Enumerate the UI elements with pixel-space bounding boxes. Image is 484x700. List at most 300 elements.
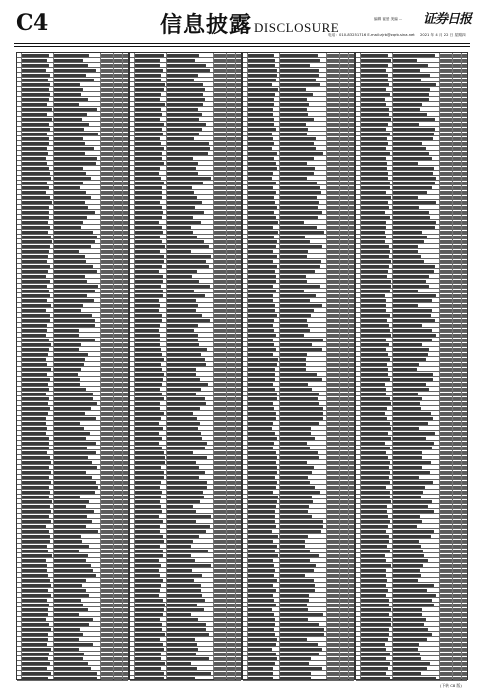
table-cell-amount (453, 456, 461, 459)
table-cell-flag (349, 353, 354, 356)
table-cell-type (214, 231, 226, 234)
table-cell-type (440, 108, 452, 111)
table-cell-flag (236, 108, 241, 111)
table-cell-code-name (135, 353, 162, 356)
table-cell-type (440, 88, 452, 91)
table-cell-code-name (361, 103, 386, 106)
table-cell-description (54, 186, 80, 189)
table-cell-flag (462, 589, 467, 592)
table-cell-description (54, 88, 83, 91)
table-cell-type (101, 481, 113, 484)
table-cell-type (440, 363, 452, 366)
table-cell-flag (123, 231, 128, 234)
table-cell-amount (340, 147, 348, 150)
table-cell-flag (349, 319, 354, 322)
table-cell-code-name (135, 618, 160, 621)
table-cell-type (101, 500, 113, 503)
table-cell-description (54, 353, 88, 356)
table-cell-description (167, 554, 191, 557)
table-cell-code-name (135, 550, 163, 553)
table-cell-flag (349, 442, 354, 445)
table-cell-amount (114, 554, 122, 557)
table-cell-amount (114, 451, 122, 454)
table-cell-flag (123, 290, 128, 293)
table-cell-flag (236, 412, 241, 415)
table-cell-amount (227, 525, 235, 528)
table-cell-type (101, 476, 113, 479)
table-cell-amount (340, 339, 348, 342)
table-cell-code-name (361, 662, 390, 665)
table-cell-description (54, 628, 80, 631)
table-cell-amount (227, 59, 235, 62)
table-cell-amount (114, 500, 122, 503)
table-cell-type (440, 157, 452, 160)
table-cell-type (327, 550, 339, 553)
table-cell-type (440, 437, 452, 440)
table-cell-amount (114, 604, 122, 607)
table-cell-amount (453, 280, 461, 283)
table-cell-description (54, 196, 91, 199)
table-cell-flag (123, 280, 128, 283)
table-cell-flag (236, 500, 241, 503)
table-cell-description (280, 417, 323, 420)
table-cell-amount (453, 93, 461, 96)
table-cell-amount (453, 79, 461, 82)
table-cell-description (167, 412, 193, 415)
header-rule (14, 43, 470, 44)
table-cell-amount (114, 677, 122, 680)
table-cell-description (280, 250, 308, 253)
table-cell-code-name (248, 147, 272, 150)
table-cell-code-name (22, 177, 51, 180)
table-cell-description (167, 59, 195, 62)
table-cell-description (393, 618, 426, 621)
table-cell-flag (462, 280, 467, 283)
table-cell-description (167, 206, 195, 209)
table-cell-amount (227, 245, 235, 248)
table-cell-amount (340, 191, 348, 194)
table-cell-flag (123, 648, 128, 651)
table-cell-description (167, 461, 196, 464)
table-cell-flag (123, 221, 128, 224)
table-cell-amount (114, 599, 122, 602)
table-cell-description (167, 648, 198, 651)
table-cell-flag (123, 471, 128, 474)
table-cell-code-name (361, 339, 386, 342)
table-cell-flag (236, 648, 241, 651)
table-cell-flag (462, 191, 467, 194)
table-cell-code-name (248, 290, 276, 293)
table-cell-amount (227, 574, 235, 577)
table-cell-code-name (361, 648, 386, 651)
table-cell-description (54, 667, 91, 670)
table-cell-code-name (135, 142, 161, 145)
table-cell-code-name (22, 186, 49, 189)
table-cell-description (393, 672, 421, 675)
table-cell-description (280, 98, 307, 101)
table-cell-description (54, 152, 85, 155)
table-cell-description (167, 657, 209, 660)
table-cell-code-name (135, 69, 163, 72)
table-cell-flag (462, 481, 467, 484)
table-cell-amount (114, 290, 122, 293)
table-cell-amount (340, 466, 348, 469)
table-cell-flag (349, 599, 354, 602)
table-cell-amount (227, 667, 235, 670)
table-cell-type (101, 667, 113, 670)
table-cell-type (440, 304, 452, 307)
table-cell-type (327, 211, 339, 214)
table-cell-code-name (361, 64, 388, 67)
table-cell-amount (340, 505, 348, 508)
table-cell-code-name (22, 594, 51, 597)
table-cell-amount (227, 451, 235, 454)
table-cell-code-name (135, 672, 164, 675)
table-cell-description (280, 486, 315, 489)
table-cell-type (440, 623, 452, 626)
table-cell-flag (462, 574, 467, 577)
table-cell-type (214, 343, 226, 346)
table-cell-code-name (361, 515, 388, 518)
table-cell-code-name (135, 486, 160, 489)
table-cell-flag (236, 520, 241, 523)
table-cell-code-name (248, 471, 277, 474)
table-cell-description (54, 653, 84, 656)
table-cell-amount (114, 358, 122, 361)
table-cell-code-name (135, 152, 162, 155)
table-cell-code-name (248, 285, 273, 288)
table-cell-flag (349, 147, 354, 150)
table-cell-amount (340, 535, 348, 538)
table-cell-description (280, 118, 314, 121)
table-cell-amount (227, 442, 235, 445)
table-cell-flag (236, 358, 241, 361)
table-cell-flag (236, 363, 241, 366)
table-cell-code-name (135, 348, 161, 351)
table-cell-code-name (248, 559, 273, 562)
table-cell-amount (114, 83, 122, 86)
table-cell-code-name (135, 260, 164, 263)
table-cell-code-name (22, 123, 49, 126)
table-cell-code-name (22, 662, 50, 665)
table-cell-code-name (361, 559, 386, 562)
table-cell-code-name (361, 525, 388, 528)
table-cell-type (214, 113, 226, 116)
table-cell-flag (462, 221, 467, 224)
table-cell-type (440, 520, 452, 523)
table-cell-code-name (361, 133, 390, 136)
table-cell-code-name (248, 54, 274, 57)
table-cell-type (101, 123, 113, 126)
table-cell-type (101, 162, 113, 165)
table-cell-code-name (361, 314, 390, 317)
table-cell-amount (453, 108, 461, 111)
table-cell-type (327, 412, 339, 415)
table-cell-amount (114, 574, 122, 577)
table-cell-code-name (361, 550, 390, 553)
table-cell-amount (340, 314, 348, 317)
table-cell-flag (462, 530, 467, 533)
table-cell-amount (340, 201, 348, 204)
table-cell-code-name (22, 417, 46, 420)
table-cell-flag (236, 118, 241, 121)
table-cell-flag (236, 334, 241, 337)
table-cell-type (214, 505, 226, 508)
table-cell-description (393, 339, 432, 342)
table-cell-description (54, 604, 83, 607)
table-cell-amount (340, 309, 348, 312)
table-cell-flag (236, 270, 241, 273)
table-cell-description (54, 397, 93, 400)
table-cell-flag (236, 226, 241, 229)
table-cell-flag (462, 59, 467, 62)
table-cell-type (214, 191, 226, 194)
table-cell-amount (114, 638, 122, 641)
table-cell-flag (123, 137, 128, 140)
table-cell-amount (340, 69, 348, 72)
table-cell-type (440, 456, 452, 459)
table-cell-code-name (135, 118, 160, 121)
table-cell-type (214, 402, 226, 405)
table-cell-description (393, 383, 426, 386)
table-cell-flag (349, 162, 354, 165)
table-cell-flag (462, 633, 467, 636)
table-cell-type (214, 373, 226, 376)
table-cell-type (327, 648, 339, 651)
table-cell-type (214, 486, 226, 489)
table-cell-flag (236, 172, 241, 175)
table-cell-description (280, 500, 313, 503)
table-cell-amount (114, 167, 122, 170)
table-cell-type (101, 388, 113, 391)
table-cell-amount (227, 456, 235, 459)
table-cell-amount (453, 294, 461, 297)
table-cell-type (101, 466, 113, 469)
table-cell-type (440, 638, 452, 641)
table-cell-flag (123, 59, 128, 62)
table-cell-flag (462, 397, 467, 400)
table-cell-type (101, 613, 113, 616)
table-cell-amount (340, 613, 348, 616)
table-cell-amount (227, 186, 235, 189)
table-cell-description (167, 113, 202, 116)
table-cell-flag (462, 309, 467, 312)
table-cell-flag (462, 186, 467, 189)
table-cell-code-name (22, 98, 49, 101)
table-cell-code-name (22, 245, 50, 248)
table-cell-flag (236, 221, 241, 224)
table-cell-amount (340, 442, 348, 445)
table-cell-amount (340, 343, 348, 346)
table-cell-flag (236, 530, 241, 533)
table-cell-amount (114, 108, 122, 111)
table-cell-code-name (361, 564, 391, 567)
table-cell-description (393, 108, 420, 111)
table-cell-type (440, 339, 452, 342)
table-cell-flag (236, 402, 241, 405)
table-cell-flag (123, 476, 128, 479)
table-cell-amount (227, 402, 235, 405)
table-cell-code-name (248, 201, 275, 204)
table-cell-amount (227, 142, 235, 145)
table-cell-type (214, 589, 226, 592)
table-cell-flag (462, 142, 467, 145)
table-cell-code-name (248, 667, 273, 670)
table-cell-code-name (22, 201, 52, 204)
table-cell-code-name (22, 79, 48, 82)
table-cell-type (101, 191, 113, 194)
table-cell-flag (123, 54, 128, 57)
table-cell-type (440, 550, 452, 553)
table-cell-flag (123, 545, 128, 548)
table-cell-flag (349, 505, 354, 508)
table-cell-flag (462, 491, 467, 494)
table-cell-description (393, 69, 420, 72)
table-cell-description (167, 604, 197, 607)
table-cell-type (214, 260, 226, 263)
table-cell-type (440, 368, 452, 371)
table-cell-flag (462, 123, 467, 126)
table-cell-amount (340, 74, 348, 77)
table-cell-code-name (135, 594, 159, 597)
table-cell-description (54, 93, 81, 96)
table-cell-amount (227, 177, 235, 180)
table-cell-flag (236, 662, 241, 665)
table-cell-description (54, 662, 88, 665)
table-cell-amount (340, 604, 348, 607)
table-cell-type (327, 113, 339, 116)
table-cell-flag (462, 442, 467, 445)
table-cell-type (214, 270, 226, 273)
table-cell-type (101, 515, 113, 518)
table-cell-description (54, 584, 82, 587)
table-cell-code-name (22, 520, 51, 523)
table-cell-flag (123, 569, 128, 572)
table-cell-amount (340, 569, 348, 572)
table-cell-description (393, 152, 429, 155)
table-cell-amount (227, 422, 235, 425)
table-cell-type (214, 550, 226, 553)
table-cell-flag (462, 103, 467, 106)
table-cell-amount (114, 177, 122, 180)
table-cell-type (101, 334, 113, 337)
table-cell-amount (227, 348, 235, 351)
table-cell-flag (349, 520, 354, 523)
table-cell-code-name (22, 290, 49, 293)
table-cell-code-name (135, 285, 161, 288)
table-cell-code-name (135, 383, 162, 386)
table-cell-type (327, 540, 339, 543)
section-title (160, 8, 339, 39)
table-cell-description (280, 191, 321, 194)
table-cell-amount (227, 643, 235, 646)
table-cell-type (327, 324, 339, 327)
table-cell-amount (453, 152, 461, 155)
table-cell-flag (123, 491, 128, 494)
table-cell-description (393, 196, 418, 199)
table-cell-type (101, 486, 113, 489)
table-cell-code-name (135, 569, 159, 572)
table-cell-amount (453, 383, 461, 386)
table-cell-amount (114, 471, 122, 474)
table-cell-code-name (248, 481, 277, 484)
table-cell-flag (123, 196, 128, 199)
table-cell-amount (227, 437, 235, 440)
table-cell-flag (123, 500, 128, 503)
table-cell-type (214, 177, 226, 180)
table-cell-type (440, 461, 452, 464)
table-cell-description (54, 177, 91, 180)
table-cell-type (440, 221, 452, 224)
table-cell-flag (349, 496, 354, 499)
table-cell-amount (114, 486, 122, 489)
table-cell-code-name (361, 368, 388, 371)
table-cell-flag (349, 265, 354, 268)
table-cell-type (327, 59, 339, 62)
table-cell-flag (123, 69, 128, 72)
table-cell-code-name (248, 329, 274, 332)
table-cell-description (167, 456, 207, 459)
table-cell-code-name (248, 294, 273, 297)
table-cell-description (393, 584, 434, 587)
table-cell-amount (114, 88, 122, 91)
table-cell-amount (453, 196, 461, 199)
table-cell-flag (236, 608, 241, 611)
table-cell-type (440, 554, 452, 557)
table-cell-code-name (135, 231, 163, 234)
table-cell-code-name (22, 564, 47, 567)
table-cell-code-name (361, 147, 386, 150)
table-cell-flag (462, 79, 467, 82)
table-cell-code-name (135, 314, 162, 317)
table-cell-type (214, 240, 226, 243)
table-cell-amount (453, 172, 461, 175)
table-cell-amount (453, 133, 461, 136)
table-cell-flag (236, 113, 241, 116)
table-cell-description (167, 177, 211, 180)
table-cell-description (280, 113, 308, 116)
table-cell-type (101, 579, 113, 582)
table-cell-code-name (22, 343, 51, 346)
table-cell-amount (227, 599, 235, 602)
table-cell-amount (453, 432, 461, 435)
table-cell-code-name (22, 142, 49, 145)
table-cell-flag (462, 515, 467, 518)
table-cell-description (167, 128, 202, 131)
table-cell-flag (123, 535, 128, 538)
table-cell-amount (227, 520, 235, 523)
table-cell-type (327, 451, 339, 454)
table-cell-flag (236, 260, 241, 263)
table-cell-description (280, 476, 308, 479)
table-cell-description (54, 304, 83, 307)
table-cell-type (101, 339, 113, 342)
table-cell-description (167, 437, 202, 440)
table-cell-code-name (135, 240, 162, 243)
table-cell-description (167, 550, 208, 553)
table-cell-description (393, 599, 432, 602)
table-cell-description (393, 226, 435, 229)
table-cell-code-name (248, 319, 274, 322)
table-cell-code-name (248, 486, 276, 489)
table-cell-code-name (361, 353, 388, 356)
table-cell-type (440, 559, 452, 562)
table-cell-flag (236, 451, 241, 454)
table-cell-description (167, 545, 191, 548)
table-cell-type (327, 388, 339, 391)
table-cell-description (54, 309, 81, 312)
table-cell-flag (349, 525, 354, 528)
